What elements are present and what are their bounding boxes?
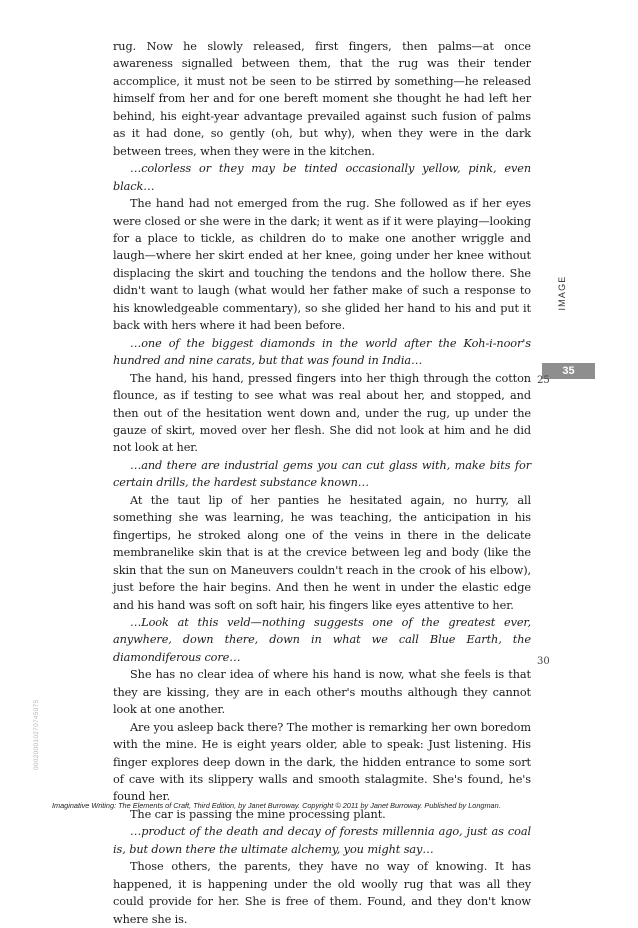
- copyright-footer: [52, 801, 612, 810]
- body-text: [113, 38, 531, 928]
- side-identifier: 000200010270745075: [33, 699, 40, 770]
- italic-interjection-3: …and there are industrial gems you can cut glass with, make bits for certain drills, the hardest substance known…: [113, 458, 531, 490]
- page-number: 35: [542, 363, 595, 379]
- chapter-label: IMAGE: [557, 275, 567, 311]
- paragraph-7: The car is passing the mine processing plant.: [130, 807, 386, 821]
- italic-interjection-4: …Look at this veld—nothing suggests one of the greatest ever, anywhere, down there, down in what we call Blue Earth, the diamondiferous core…: [113, 615, 531, 664]
- paragraph-5: She has no clear idea of where his hand is now, what she feels is that they are kissing, they are in each other's mouths although they cannot look at one another.: [113, 668, 531, 717]
- italic-interjection-5: …product of the death and decay of forests millennia ago, just as coal is, but down there the ultimate alchemy, you might say…: [113, 825, 531, 856]
- paragraph-4: At the taut lip of her panties he hesitated again, no hurry, all something she was learning, he was teaching, the anticipation in his fingertips, he stroked along one of the veins in there in the delicate membranelike skin that is at the crevice between leg and body (like the skin that the sun on Maneuvers couldn't reach in the crook of his elbow), just before the hair begins. And then he went in under the elastic edge and his hand was soft on soft hair, his fingers like eyes attentive to her.: [113, 493, 531, 612]
- italic-interjection-2: …one of the biggest diamonds in the world after the Koh-i-noor's hundred and nine carats, but that was found in India…: [113, 336, 531, 368]
- paragraph-8: Those others, the parents, they have no way of knowing. It has happened, it is happening under the old woolly rug that was all they could provide for her. She is free of them. Found, and they don't know where she is.: [113, 860, 531, 926]
- line-number-25: 25: [537, 375, 550, 386]
- italic-interjection-1: …colorless or they may be tinted occasionally yellow, pink, even black…: [113, 162, 531, 193]
- line-number-30: 30: [537, 656, 550, 667]
- paragraph-6: Are you asleep back there? The mother is remarking her own boredom with the mine. He is eight years older, able to speak: Just listening. His finger explores deep down in the dark, the hidden entrance to some sort of cave with its slippery walls and smooth stalagmite. She's found, he's found her.: [113, 720, 531, 804]
- paragraph-1: rug. Now he slowly released, first fingers, then palms—at once awareness signalled between them, that the rug was their tender accomplice, it must not be seen to be stirred by something—he released himself from her and for one bereft moment she thought he had left her behind, his eight-year advantage prevailed against such fusion of palms as it had done, so gently (oh, but why), when they were in the dark between trees, when they were in the kitchen.: [113, 40, 531, 158]
- paragraph-2: The hand had not emerged from the rug. She followed as if her eyes were closed or she were in the dark; it went as if it were playing—looking for a place to tickle, as children do to make one another wriggle and laugh—where her skirt ended at her knee, going under her knee without displacing the skirt and touching the tendons and the hollow there. She didn't want to laugh (what would her father make of such a response to his knowledgeable commentary), so she glided her hand to his and put it back with hers where it had been before.: [113, 197, 531, 333]
- footer-text: Imaginative Writing: The Elements of Craft, Third Edition, by Janet Burroway. Copyright © 2011 by Janet Burroway. Published by Longman.: [52, 801, 501, 810]
- paragraph-3: The hand, his hand, pressed fingers into her thigh through the cotton flounce, as if testing to see what was real about her, and stopped, and then out of the hesitation went down and, under the rug, up under the gauze of skirt, moved over her flesh. She did not look at him and he did not look at her.: [113, 371, 531, 455]
